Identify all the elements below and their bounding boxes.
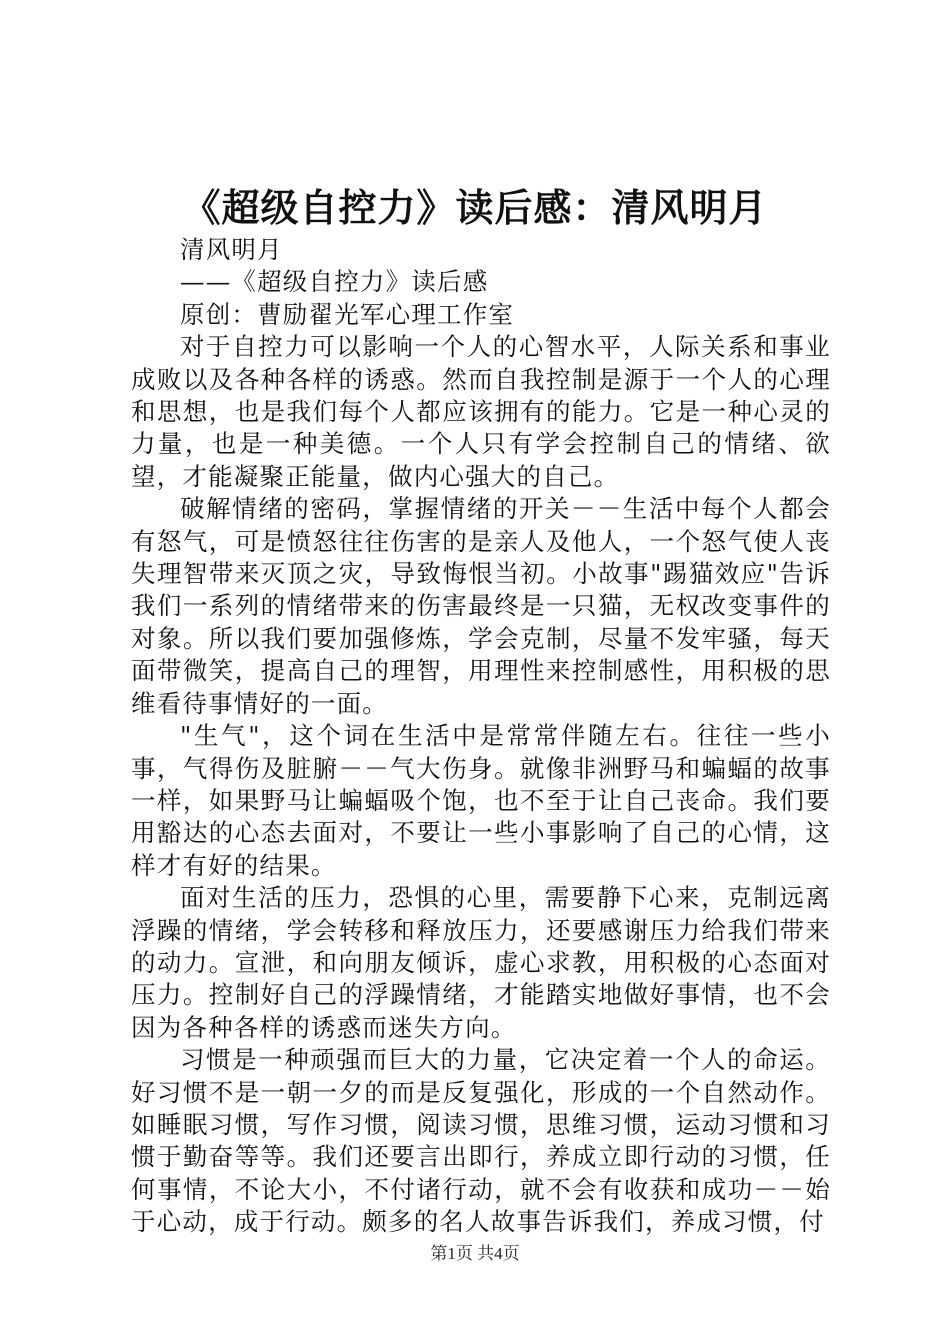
document-body <box>131 234 831 1239</box>
paragraph: 对于自控力可以影响一个人的心智水平，人际关系和事业成败以及各种各样的诱惑。然而自我控制是源于一个人的心理和思想，也是我们每个人都应该拥有的能力。它是一种心灵的力量，也是一种美德。一个人只有学会控制自己的情绪、欲望，才能凝聚正能量，做内心强大的自己。 <box>131 332 831 491</box>
page-footer: 第1页 共4页 <box>430 1244 520 1263</box>
paragraph: 习惯是一种顽强而巨大的力量，它决定着一个人的命运。好习惯不是一朝一夕的而是反复强化，形成的一个自然动作。如睡眠习惯，写作习惯，阅读习惯，思维习惯，运动习惯和习惯于勤奋等等。我们还要言出即行，养成立即行动的习惯，任何事情，不论大小，不付诸行动，就不会有收获和成功－－始于心动，成于行动。颇多的名人故事告诉我们，养成习惯，付 <box>131 1045 831 1237</box>
paragraph: 面对生活的压力，恐惧的心里，需要静下心来，克制远离浮躁的情绪，学会转移和释放压力，还要感谢压力给我们带来的动力。宣泄，和向朋友倾诉，虚心求教，用积极的心态面对压力。控制好自己的浮躁情绪，才能踏实地做好事情，也不会因为各种各样的诱惑而迷失方向。 <box>131 883 831 1042</box>
document-title: 《超级自控力》读后感：清风明月 <box>182 186 768 230</box>
paragraph: 破解情绪的密码，掌握情绪的开关－－生活中每个人都会有怒气，可是愤怒往往伤害的是亲人及他人，一个怒气使人丧失理智带来灭顶之灾，导致悔恨当初。小故事"踢猫效应"告诉我们一系列的情绪带来的伤害最终是一只猫，无权改变事件的对象。所以我们要加强修炼，学会克制，尽量不发牢骚，每天面带微笑，提高自己的理智，用理性来控制感性，用积极的思维看待事情好的一面。 <box>131 494 831 718</box>
subtitle-line: ——《超级自控力》读后感 <box>180 267 489 297</box>
author-line: 清风明月 <box>180 235 283 264</box>
paragraph: "生气"，这个词在生活中是常常伴随左右。往往一些小事，气得伤及脏腑－－气大伤身。就像非洲野马和蝙蝠的故事一样，如果野马让蝙蝠吸个饱，也不至于让自己丧命。我们要用豁达的心态去面对，不要让一些小事影响了自己的心情，这样才有好的结果。 <box>131 721 831 880</box>
source-line: 原创：曹励翟光军心理工作室 <box>180 299 515 329</box>
